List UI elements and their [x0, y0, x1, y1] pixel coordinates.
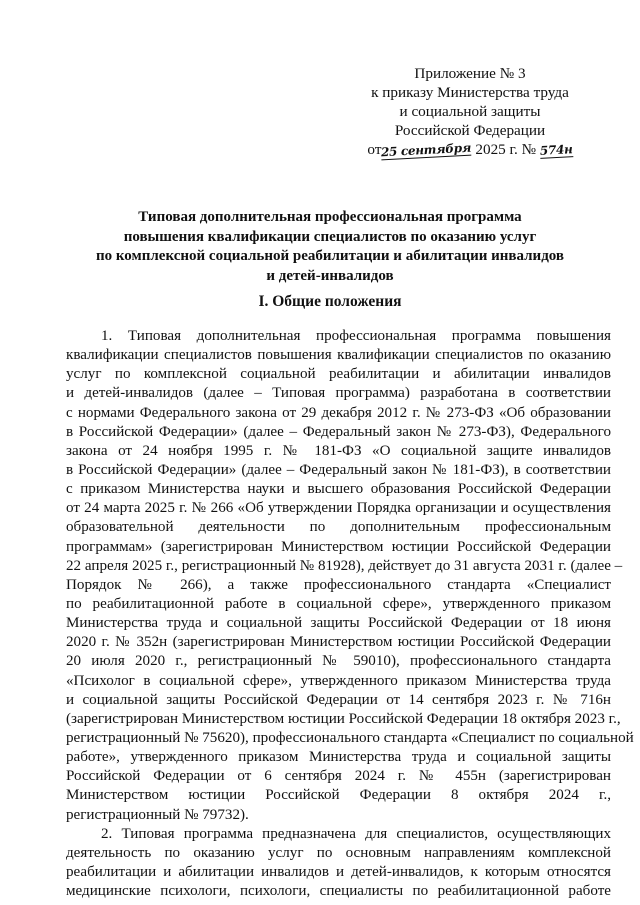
handwritten-date: 25 сентября — [381, 140, 472, 160]
paragraph-line: Порядок № 266), а также профессионального стандарта «Специалист — [66, 576, 611, 593]
paragraph-line: Министерства труда и социальной защиты Российской Федерации от 18 июня — [66, 615, 611, 632]
paragraph-line: с нормами Федерального закона от 29 декабря 2012 г. № 273-ФЗ «Об образовании — [66, 404, 611, 421]
paragraph-line: 20 июля 2020 г., регистрационный № 59010), профессионального стандарта — [66, 653, 611, 670]
paragraph-line: «Психолог в социальной сфере», утвержденного приказом Министерства труда — [66, 672, 611, 689]
paragraph-line: квалификации специалистов повышения квалификации специалистов по оказанию — [66, 347, 611, 364]
title-line: по комплексной социальной реабилитации и абилитации инвалидов — [95, 248, 565, 264]
paragraph-line: 2. Типовая программа предназначена для специалистов, осуществляющих — [101, 825, 611, 842]
paragraph-line: образовательной деятельности по дополнительным профессиональным — [66, 519, 611, 536]
appendix-ministry-cont: и социальной защиты — [399, 103, 541, 120]
date-year: 2025 г. № — [475, 141, 537, 158]
appendix-order-ref: к приказу Министерства труда — [371, 84, 569, 101]
appendix-federation: Российской Федерации — [394, 122, 546, 139]
appendix-number: Приложение № 3 — [414, 65, 526, 82]
paragraph-line: услуг по комплексной социальной реабилитации и абилитации инвалидов — [66, 366, 611, 383]
title-line: повышения квалификации специалистов по оказанию услуг — [123, 228, 537, 245]
paragraph-line: закона от 24 ноября 1995 г. № 181-ФЗ «О социальной защите инвалидов — [66, 442, 611, 459]
appendix-date-line — [350, 140, 590, 159]
paragraph-line: в Российской Федерации» (далее – Федеральный закон № 273-ФЗ), Федерального — [66, 423, 611, 440]
paragraph-line: работе», утвержденного приказом Министерства труда и социальной защиты — [66, 749, 611, 766]
paragraph-line: Министерством юстиции Российской Федерации 8 октября 2024 г., — [66, 787, 611, 804]
paragraph-line: от 24 марта 2025 г. № 266 «Об утверждении Порядка организации и осуществления — [66, 500, 611, 517]
date-prefix: от — [367, 141, 382, 158]
paragraph-line: по реабилитационной работе в социальной сфере», утвержденного приказом — [66, 595, 611, 612]
paragraph-line: 1. Типовая дополнительная профессиональная программа повышения — [101, 328, 611, 344]
paragraph-line: и социальной защиты Российской Федерации от 14 сентября 2023 г. № 716н — [66, 691, 611, 708]
document-body — [66, 327, 634, 901]
handwritten-order-number: 574н — [539, 142, 573, 158]
paragraph-line: в Российской Федерации» (далее – Федеральный закон № 181-ФЗ), в соответствии — [66, 461, 611, 478]
paragraph-line: деятельность по оказанию услуг по основным направлениям комплексной — [66, 844, 611, 861]
paragraph-line: медицинские психологи, психологи, специалисты по реабилитационной работе — [66, 883, 611, 900]
paragraph-line: 2020 г. № 352н (зарегистрирован Министерством юстиции Российской Федерации — [66, 634, 611, 651]
paragraph-line: Российской Федерации от 6 сентября 2024 г. № 455н (зарегистрирован — [66, 768, 611, 785]
paragraph-line: (зарегистрирован Министерством юстиции Российской Федерации 18 октября 2023 г., — [66, 710, 621, 727]
paragraph-line: программам» (зарегистрирован Министерством юстиции Российской Федерации — [66, 538, 611, 555]
section-heading: I. Общие положения — [258, 293, 402, 310]
title-line: Типовая дополнительная профессиональная программа — [138, 209, 522, 225]
document-title — [66, 208, 594, 286]
title-line: и детей-инвалидов — [266, 267, 394, 284]
paragraph-line: и детей-инвалидов (далее – Типовая программа) разработана в соответствии — [66, 385, 611, 402]
appendix-header — [350, 64, 590, 159]
paragraph-line: регистрационный № 75620), профессионального стандарта «Специалист по социальной — [66, 729, 634, 746]
paragraph-line: регистрационный № 79732). — [66, 806, 249, 823]
paragraph-line: реабилитации и абилитации инвалидов и детей-инвалидов, к которым относятся — [66, 863, 611, 880]
paragraph-line: с приказом Министерства науки и высшего образования Российской Федерации — [66, 481, 611, 498]
paragraph-line: 22 апреля 2025 г., регистрационный № 81928), действует до 31 августа 2031 г. (далее – — [66, 557, 623, 574]
